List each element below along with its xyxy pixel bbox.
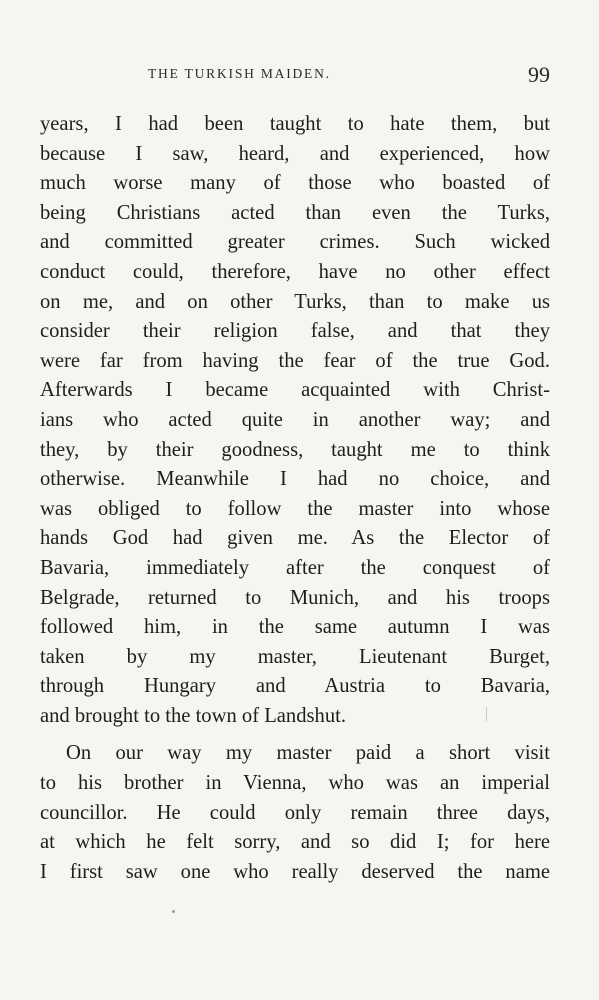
text-line: followed him, in the same autumn I was xyxy=(40,616,550,639)
running-title: THE TURKISH MAIDEN. xyxy=(148,66,331,81)
text-line: being Christians acted than even the Turks, xyxy=(40,201,550,224)
text-line: much worse many of those who boasted of xyxy=(40,172,550,195)
text-line: ians who acted quite in another way; and xyxy=(40,408,550,431)
text-line: taken by my master, Lieutenant Burget, xyxy=(40,645,550,668)
text-line: and brought to the town of Landshut. xyxy=(40,704,347,727)
text-line: were far from having the fear of the true God. xyxy=(40,349,550,372)
text-line: and committed greater crimes. Such wicked xyxy=(40,231,550,254)
text-line: years, I had been taught to hate them, but xyxy=(40,113,550,135)
text-line: because I saw, heard, and experienced, how xyxy=(40,142,550,165)
text-line: on me, and on other Turks, than to make us xyxy=(40,290,550,313)
text-line: through Hungary and Austria to Bavaria, xyxy=(40,675,550,698)
text-line: to his brother in Vienna, who was an imperial xyxy=(40,772,550,795)
text-line: they, by their goodness, taught me to think xyxy=(40,438,550,461)
text-line: On our way my master paid a short visit xyxy=(66,742,550,765)
text-line: Afterwards I became acquainted with Christ- xyxy=(40,379,550,402)
page-number: 99 xyxy=(528,62,550,87)
text-line: councillor. He could only remain three days, xyxy=(40,801,550,824)
paragraph-2 xyxy=(40,739,550,887)
running-head xyxy=(40,62,550,92)
text-line: was obliged to follow the master into whose xyxy=(40,497,550,520)
text-line: Bavaria, immediately after the conquest of xyxy=(40,556,550,579)
page-edge-mark xyxy=(486,707,487,721)
text-line: at which he felt sorry, and so did I; for here xyxy=(40,831,550,854)
text-line: otherwise. Meanwhile I had no choice, and xyxy=(40,468,550,491)
paragraph-gap xyxy=(40,731,550,739)
text-line: hands God had given me. As the Elector of xyxy=(40,527,550,550)
text-line: I first saw one who really deserved the name xyxy=(40,860,550,883)
paragraph-1 xyxy=(40,110,550,731)
text-line: conduct could, therefore, have no other effect xyxy=(40,260,550,283)
text-line: consider their religion false, and that they xyxy=(40,320,550,343)
paper-speck xyxy=(172,910,175,913)
body-text xyxy=(40,110,550,887)
text-line: Belgrade, returned to Munich, and his troops xyxy=(40,586,550,609)
